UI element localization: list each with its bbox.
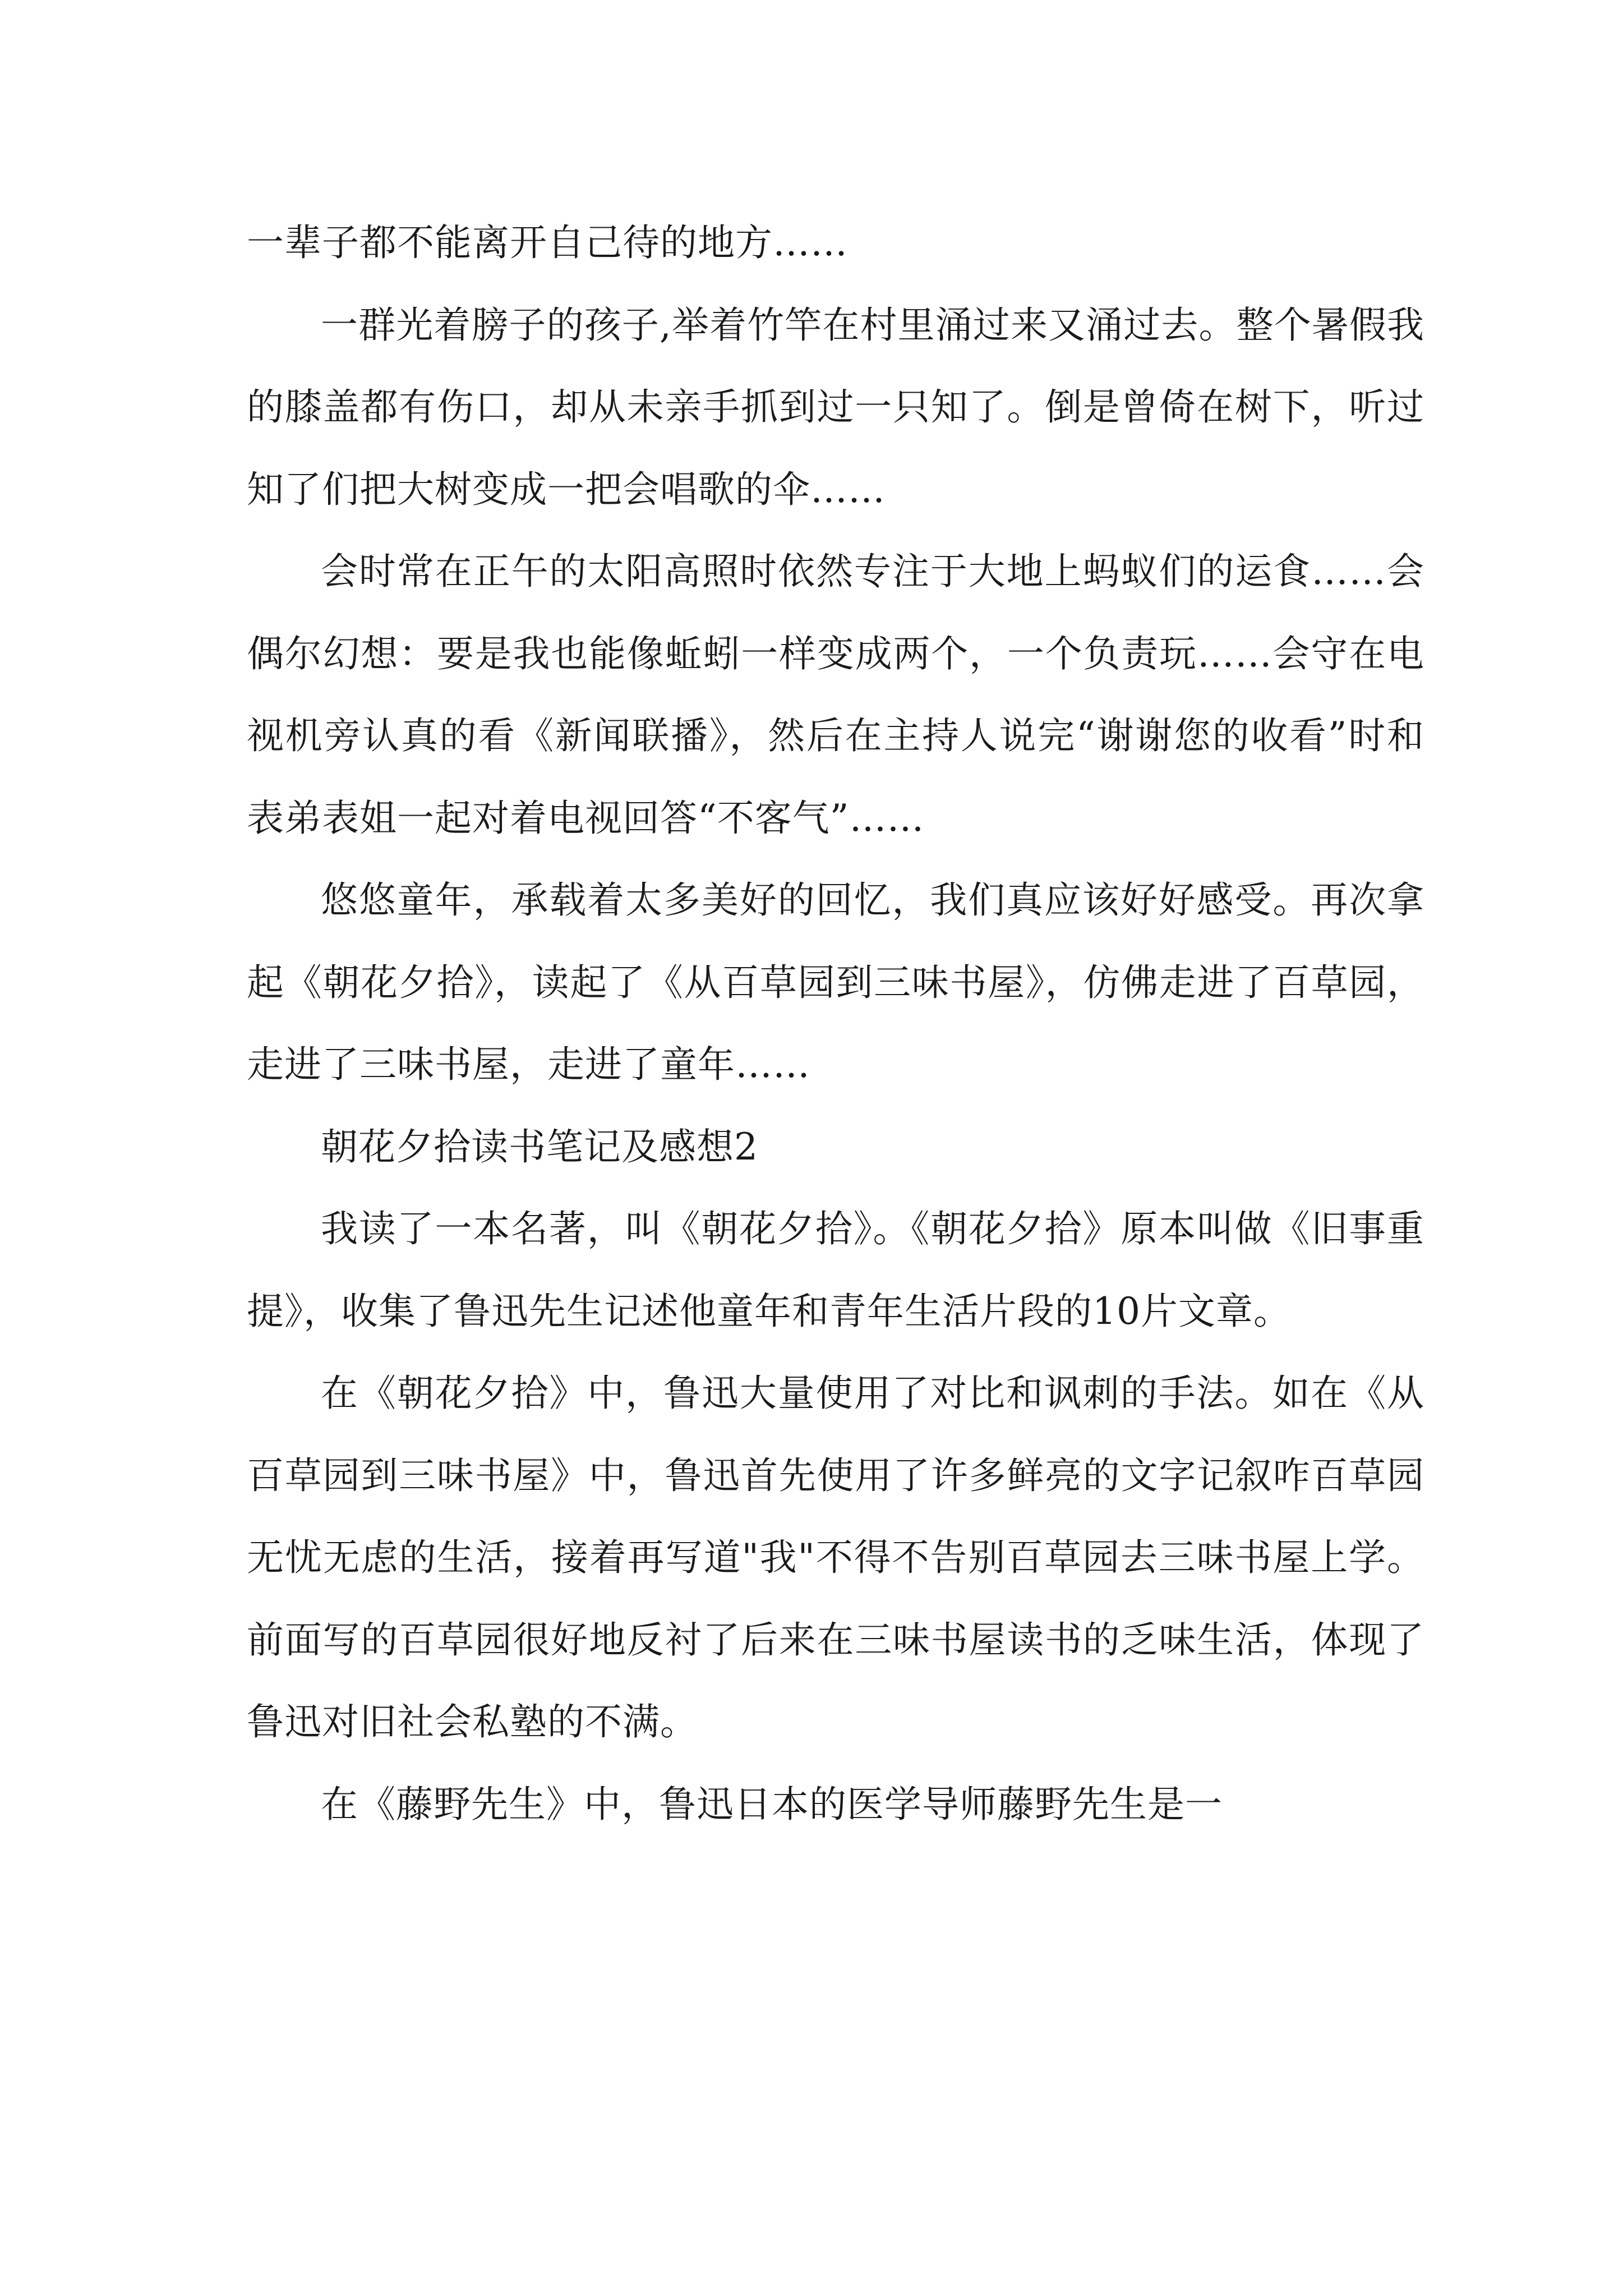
section-heading: 朝花夕拾读书笔记及感想2 (321, 1125, 758, 1168)
paragraph-2: 一群光着膀子的孩子,举着竹竿在村里涌过来又涌过去。整个暑假我的膝盖都有伤口，却从未亲手抓到过一只知了。倒是曾倚在树下，听过知了们把大树变成一把会唱歌的伞…… (247, 303, 1424, 511)
paragraph-5: 我读了一本名著，叫《朝花夕拾》。《朝花夕拾》原本叫做《旧事重提》，收集了鲁迅先生记述他童年和青年生活片段的10片文章。 (247, 1207, 1424, 1333)
paragraph-6: 在《朝花夕拾》中，鲁迅大量使用了对比和讽刺的手法。如在《从百草园到三味书屋》中，鲁迅首先使用了许多鲜亮的文字记叙咋百草园无忧无虑的生活，接着再写道"我"不得不告别百草园去三味书屋上学。前面写的百草园很好地反衬了后来在三味书屋读书的乏味生活，体现了鲁迅对旧社会私塾的不满。 (247, 1372, 1424, 1743)
paragraph-7: 在《藤野先生》中，鲁迅日本的医学导师藤野先生是一 (321, 1782, 1223, 1826)
paragraph-1: 一辈子都不能离开自己待的地方…… (247, 221, 848, 264)
document-body (247, 202, 1424, 1846)
paragraph-4: 悠悠童年，承载着太多美好的回忆，我们真应该好好感受。再次拿起《朝花夕拾》，读起了《从百草园到三味书屋》，仿佛走进了百草园，走进了三味书屋，走进了童年…… (247, 878, 1424, 1086)
paragraph-3: 会时常在正午的太阳高照时依然专注于大地上蚂蚁们的运食……会偶尔幻想：要是我也能像蚯蚓一样变成两个，一个负责玩……会守在电视机旁认真的看《新闻联播》，然后在主持人说完“谢谢您的收看”时和表弟表姐一起对着电视回答“不客气”…… (247, 550, 1424, 840)
